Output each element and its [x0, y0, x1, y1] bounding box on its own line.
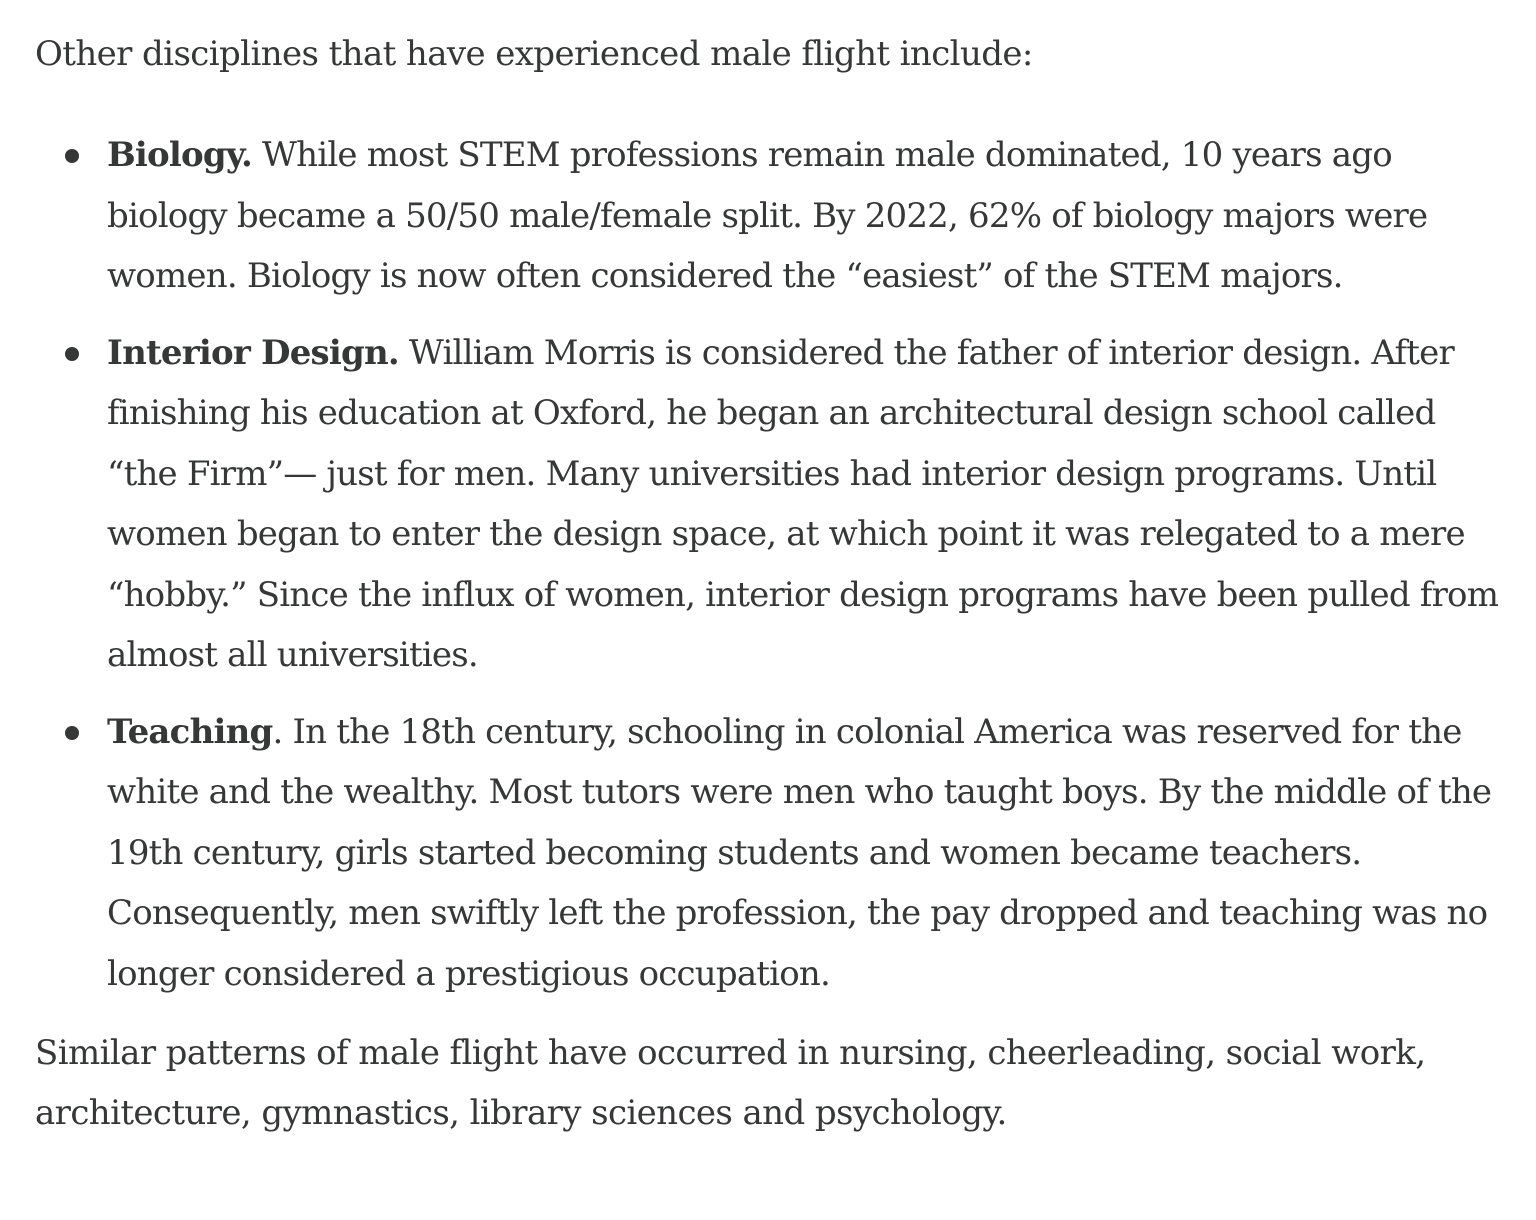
item-term: Biology.: [107, 135, 252, 175]
item-term: Teaching: [107, 711, 273, 752]
list-item-biology: [35, 125, 1507, 307]
list-item-teaching: [35, 702, 1507, 1005]
bullet-icon: [65, 347, 79, 361]
item-text: While most STEM professions remain male dominated, 10 years ago biology became a 50/50 male/female split. By 2022, 62% of biology majors were women. Biology is now often considered the “easiest” of the STEM majors.: [107, 135, 1428, 296]
bullet-icon: [65, 149, 79, 163]
disciplines-list: [35, 125, 1536, 1004]
item-text: William Morris is considered the father of interior design. After finishing his education at Oxford, he began an architectural design school called “the Firm”— just for men. Many universities had interior design programs. Until women began to enter the design space, at which point it was relegated to a mere “hobby.” Since the influx of women, interior design programs have been pulled from almost all universities.: [107, 332, 1499, 675]
item-text: . In the 18th century, schooling in colonial America was reserved for the white and the wealthy. Most tutors were men who taught boys. By the middle of the 19th century, girls started becoming students and women became teachers. Consequently, men swiftly left the profession, the pay dropped and teaching was no longer considered a prestigious occupation.: [107, 711, 1492, 994]
closing-paragraph: Similar patterns of male flight have occurred in nursing, cheerleading, social work, architecture, gymnastics, library sciences and psychology.: [35, 1033, 1426, 1133]
list-item-interior-design: [35, 323, 1507, 686]
intro-paragraph: Other disciplines that have experienced male flight include:: [35, 34, 1033, 74]
bullet-icon: [65, 726, 79, 740]
item-term: Interior Design.: [107, 332, 399, 373]
